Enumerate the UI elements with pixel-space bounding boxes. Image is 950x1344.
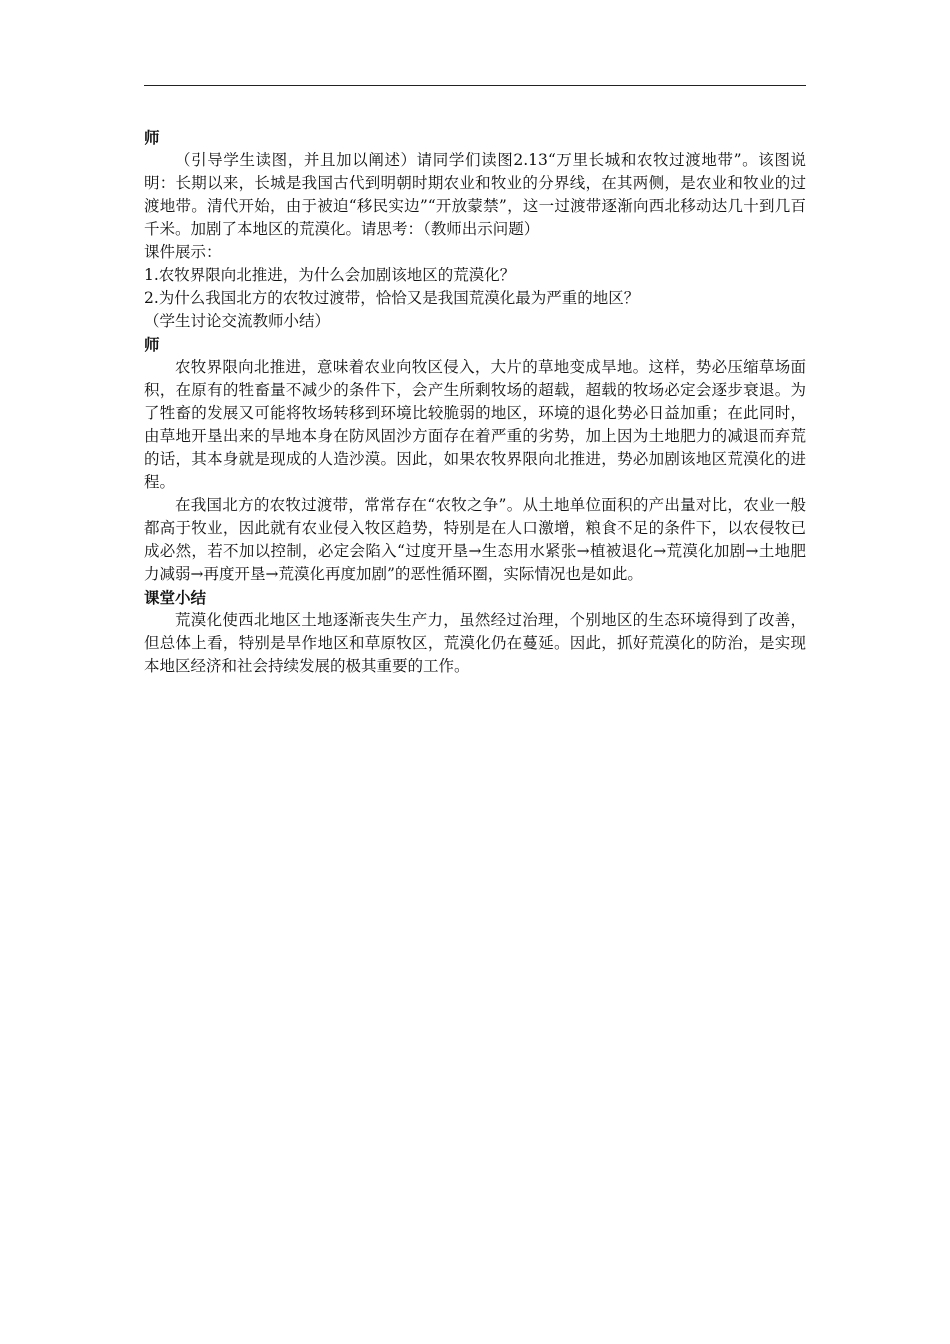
header-rule bbox=[144, 85, 806, 86]
answer-paragraph-2: 在我国北方的农牧过渡带，常常存在“农牧之争”。从土地单位面积的产出量对比，农业一般都高于牧业，因此就有农业侵入牧区趋势，特别是在人口激增，粮食不足的条件下，以农侵牧已成必然，若不加以控制，必定会陷入“过度开垦→生态用水紧张→植被退化→荒漠化加剧→土地肥力减弱→再度开垦→荒漠化再度加剧”的恶性循环圈，实际情况也是如此。 bbox=[144, 496, 806, 583]
summary-heading: 课堂小结 bbox=[144, 588, 207, 607]
discussion-note: （学生讨论交流教师小结） bbox=[144, 312, 331, 330]
summary-paragraph: 荒漠化使西北地区土地逐渐丧失生产力，虽然经过治理，个别地区的生态环境得到了改善，但总体上看，特别是旱作地区和草原牧区，荒漠化仍在蔓延。因此，抓好荒漠化的防治，是实现本地区经济和社会持续发展的极其重要的工作。 bbox=[144, 611, 806, 675]
courseware-label: 课件展示： bbox=[144, 243, 222, 261]
answer-paragraph-1: 农牧界限向北推进，意味着农业向牧区侵入，大片的草地变成旱地。这样，势必压缩草场面积，在原有的牲畜量不减少的条件下，会产生所剩牧场的超载，超载的牧场必定会逐步衰退。为了牲畜的发展又可能将牧场转移到环境比较脆弱的地区，环境的退化势必日益加重；在此同时，由草地开垦出来的旱地本身在防风固沙方面存在着严重的劣势，加上因为土地肥力的减退而弃荒的话，其本身就是现成的人造沙漠。因此，如果农牧界限向北推进，势必加剧该地区荒漠化的进程。 bbox=[144, 358, 806, 491]
question-1: 1.农牧界限向北推进，为什么会加剧该地区的荒漠化？ bbox=[144, 266, 516, 284]
teacher-heading-1: 师 bbox=[144, 128, 160, 147]
question-2: 2.为什么我国北方的农牧过渡带，恰恰又是我国荒漠化最为严重的地区？ bbox=[144, 289, 640, 307]
intro-paragraph: （引导学生读图，并且加以阐述）请同学们读图2.13“万里长城和农牧过渡地带”。该图说明：长期以来，长城是我国古代到明朝时期农业和牧业的分界线，在其两侧，是农业和牧业的过渡地带。清代开始，由于被迫“移民实边”“开放蒙禁”，这一过渡带逐渐向西北移动达几十到几百千米。加剧了本地区的荒漠化。请思考：（教师出示问题） bbox=[144, 151, 806, 238]
document-body bbox=[144, 126, 806, 678]
teacher-heading-2: 师 bbox=[144, 335, 160, 354]
